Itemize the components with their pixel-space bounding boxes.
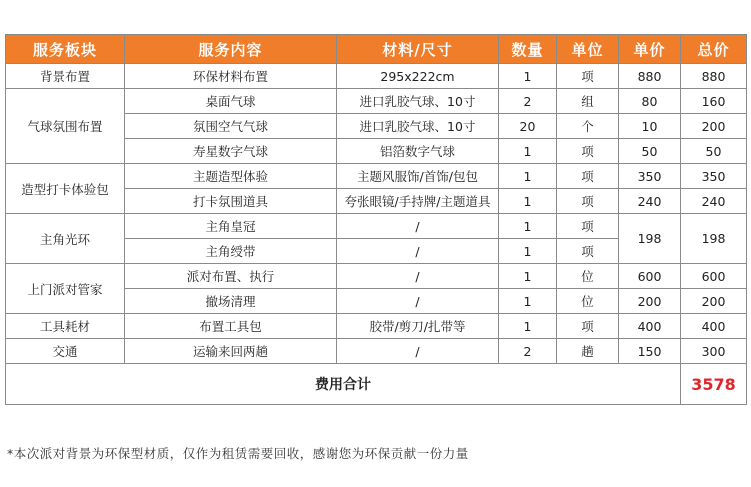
total-cell: 198 (681, 214, 747, 264)
table-row (6, 164, 747, 189)
total-cell: 240 (681, 189, 747, 214)
item-cell: 氛围空气气球 (125, 114, 337, 139)
section-cell: 上门派对管家 (6, 264, 125, 314)
material-cell: / (337, 239, 499, 264)
material-cell: / (337, 214, 499, 239)
unit-cell: 位 (557, 289, 619, 314)
item-cell: 桌面气球 (125, 89, 337, 114)
header-qty: 数量 (499, 35, 557, 64)
material-cell: 胶带/剪刀/扎带等 (337, 314, 499, 339)
item-cell: 主角皇冠 (125, 214, 337, 239)
table-row (6, 214, 747, 239)
footnote: *本次派对背景为环保型材质，仅作为租赁需要回收，感谢您为环保贡献一份力量 (7, 446, 469, 461)
total-cell: 200 (681, 114, 747, 139)
header-material: 材料/尺寸 (337, 35, 499, 64)
qty-cell: 2 (499, 89, 557, 114)
unit-cell: 项 (557, 164, 619, 189)
total-label: 费用合计 (6, 364, 681, 405)
unit-cell: 项 (557, 189, 619, 214)
table-row (6, 314, 747, 339)
qty-cell: 1 (499, 139, 557, 164)
total-cell: 600 (681, 264, 747, 289)
total-value: 3578 (681, 364, 747, 405)
total-cell: 160 (681, 89, 747, 114)
unit-cell: 组 (557, 89, 619, 114)
total-cell: 880 (681, 64, 747, 89)
price-cell: 600 (619, 264, 681, 289)
price-cell: 400 (619, 314, 681, 339)
qty-cell: 1 (499, 239, 557, 264)
price-cell: 240 (619, 189, 681, 214)
qty-cell: 1 (499, 64, 557, 89)
item-cell: 布置工具包 (125, 314, 337, 339)
quotation-table (5, 34, 747, 405)
qty-cell: 1 (499, 264, 557, 289)
total-cell: 350 (681, 164, 747, 189)
price-cell: 350 (619, 164, 681, 189)
table-row (6, 89, 747, 114)
unit-cell: 个 (557, 114, 619, 139)
header-item: 服务内容 (125, 35, 337, 64)
material-cell: 295x222cm (337, 64, 499, 89)
unit-cell: 位 (557, 264, 619, 289)
section-cell: 气球氛围布置 (6, 89, 125, 164)
total-cell: 300 (681, 339, 747, 364)
qty-cell: 20 (499, 114, 557, 139)
total-cell: 400 (681, 314, 747, 339)
table-row (6, 64, 747, 89)
item-cell: 撤场清理 (125, 289, 337, 314)
total-cell: 50 (681, 139, 747, 164)
price-cell: 198 (619, 214, 681, 264)
qty-cell: 2 (499, 339, 557, 364)
item-cell: 打卡氛围道具 (125, 189, 337, 214)
table-row (6, 339, 747, 364)
section-cell: 工具耗材 (6, 314, 125, 339)
total-row (6, 364, 747, 405)
material-cell: 夸张眼镜/手持牌/主题道具 (337, 189, 499, 214)
price-cell: 150 (619, 339, 681, 364)
material-cell: 进口乳胶气球、10寸 (337, 114, 499, 139)
material-cell: / (337, 339, 499, 364)
item-cell: 主角绶带 (125, 239, 337, 264)
qty-cell: 1 (499, 214, 557, 239)
unit-cell: 趟 (557, 339, 619, 364)
material-cell: 主题风服饰/首饰/包包 (337, 164, 499, 189)
item-cell: 主题造型体验 (125, 164, 337, 189)
header-price: 单价 (619, 35, 681, 64)
unit-cell: 项 (557, 64, 619, 89)
price-cell: 880 (619, 64, 681, 89)
price-cell: 80 (619, 89, 681, 114)
qty-cell: 1 (499, 164, 557, 189)
material-cell: / (337, 264, 499, 289)
qty-cell: 1 (499, 289, 557, 314)
total-cell: 200 (681, 289, 747, 314)
section-cell: 背景布置 (6, 64, 125, 89)
section-cell: 主角光环 (6, 214, 125, 264)
item-cell: 寿星数字气球 (125, 139, 337, 164)
material-cell: / (337, 289, 499, 314)
unit-cell: 项 (557, 239, 619, 264)
item-cell: 环保材料布置 (125, 64, 337, 89)
qty-cell: 1 (499, 189, 557, 214)
section-cell: 造型打卡体验包 (6, 164, 125, 214)
table-row (6, 264, 747, 289)
unit-cell: 项 (557, 214, 619, 239)
header-unit: 单位 (557, 35, 619, 64)
price-cell: 200 (619, 289, 681, 314)
header-row (6, 35, 747, 64)
item-cell: 派对布置、执行 (125, 264, 337, 289)
item-cell: 运输来回两趟 (125, 339, 337, 364)
unit-cell: 项 (557, 139, 619, 164)
qty-cell: 1 (499, 314, 557, 339)
unit-cell: 项 (557, 314, 619, 339)
header-total: 总价 (681, 35, 747, 64)
section-cell: 交通 (6, 339, 125, 364)
header-section: 服务板块 (6, 35, 125, 64)
material-cell: 进口乳胶气球、10寸 (337, 89, 499, 114)
material-cell: 铝箔数字气球 (337, 139, 499, 164)
price-cell: 50 (619, 139, 681, 164)
price-cell: 10 (619, 114, 681, 139)
